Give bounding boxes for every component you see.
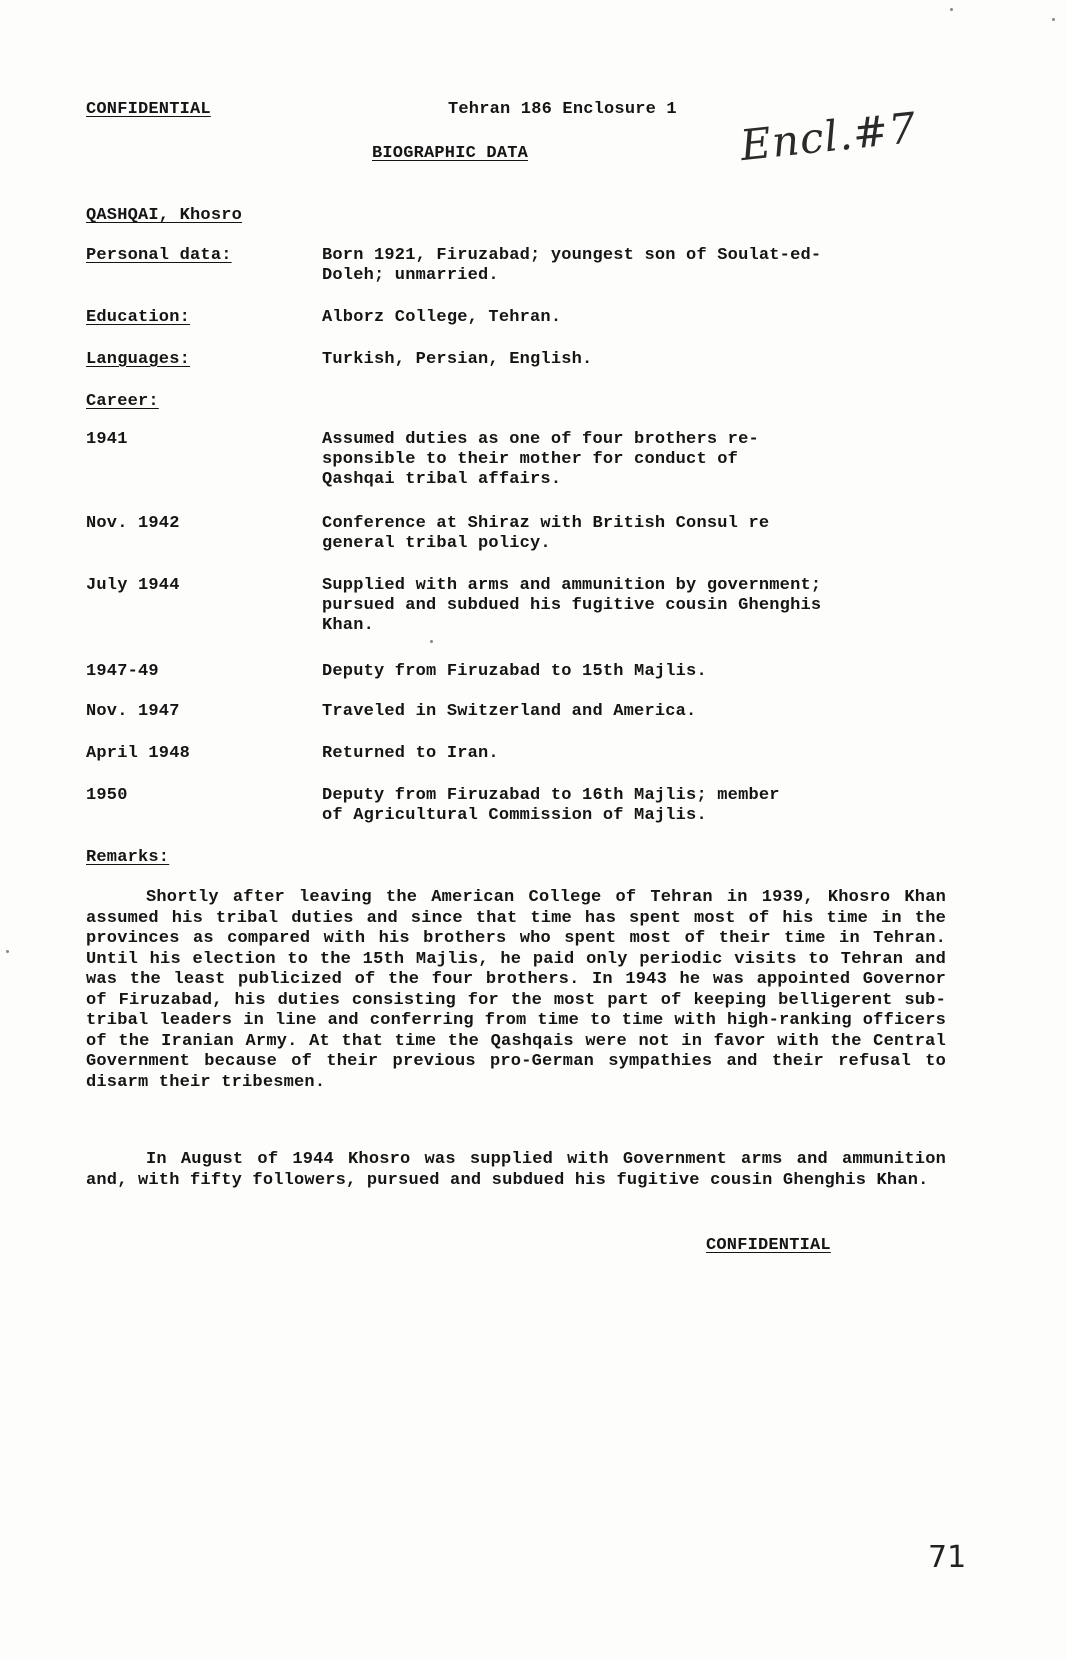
career-date: Nov. 1942 (86, 514, 180, 533)
career-label: Career: (86, 392, 159, 411)
career-text: Supplied with arms and ammunition by government; pursued and subdued his fugitive cousin Ghenghis Khan. (322, 576, 822, 635)
field-value: Alborz College, Tehran. (322, 308, 562, 327)
scan-speck (1052, 18, 1055, 21)
page-number: 71 (928, 1540, 967, 1575)
document-reference: Tehran 186 Enclosure 1 (448, 100, 677, 119)
career-text: Returned to Iran. (322, 744, 499, 763)
career-date: July 1944 (86, 576, 180, 595)
field-label: Education: (86, 308, 191, 327)
subject-name: QASHQAI, Khosro (86, 206, 243, 225)
scan-speck (950, 8, 953, 11)
document-title: BIOGRAPHIC DATA (372, 144, 529, 163)
career-text: Assumed duties as one of four brothers re- sponsible to their mother for conduct of Qashqai tribal affairs. (322, 430, 759, 489)
career-date: 1947-49 (86, 662, 159, 681)
field-label: Languages: (86, 350, 191, 369)
remarks-paragraph: Shortly after leaving the American College of Tehran in 1939, Khosro Khan assumed his tribal duties and since that time has spent most of his time in the provinces as compared with his brothers who spent most of their time in Tehran. Until his election to the 15th Majlis, he paid only periodic visits to Tehran and was the least publicized of the four brothers. In 1943 he was appointed Governor of Firuzabad, his duties consisting for the most part of keeping belligerent sub-tribal leaders in line and conferring from time to time with high-ranking officers of the Iranian Army. At that time the Qashqais were not in favor with the Central Government because of their previous pro-German sympathies and their refusal to disarm their tribesmen. (86, 888, 946, 1092)
scan-speck (6, 950, 9, 953)
remarks-paragraph: In August of 1944 Khosro was supplied with Government arms and ammunition and, with fifty followers, pursued and subdued his fugitive cousin Ghenghis Khan. (86, 1150, 946, 1190)
career-date: April 1948 (86, 744, 191, 763)
field-value: Turkish, Persian, English. (322, 350, 593, 369)
career-text: Conference at Shiraz with British Consul re general tribal policy. (322, 514, 770, 553)
scan-speck (430, 640, 433, 643)
career-text: Deputy from Firuzabad to 16th Majlis; member of Agricultural Commission of Majlis. (322, 786, 780, 825)
classification-header: CONFIDENTIAL (86, 100, 211, 119)
career-date: 1941 (86, 430, 128, 449)
career-date: Nov. 1947 (86, 702, 180, 721)
career-text: Traveled in Switzerland and America. (322, 702, 697, 721)
career-date: 1950 (86, 786, 128, 805)
field-label: Personal data: (86, 246, 232, 265)
remarks-label: Remarks: (86, 848, 170, 867)
handwritten-enclosure-note: Encl.#7 (737, 102, 920, 171)
career-text: Deputy from Firuzabad to 15th Majlis. (322, 662, 707, 681)
field-value: Born 1921, Firuzabad; youngest son of Soulat-ed- Doleh; unmarried. (322, 246, 822, 285)
classification-footer: CONFIDENTIAL (706, 1236, 831, 1255)
